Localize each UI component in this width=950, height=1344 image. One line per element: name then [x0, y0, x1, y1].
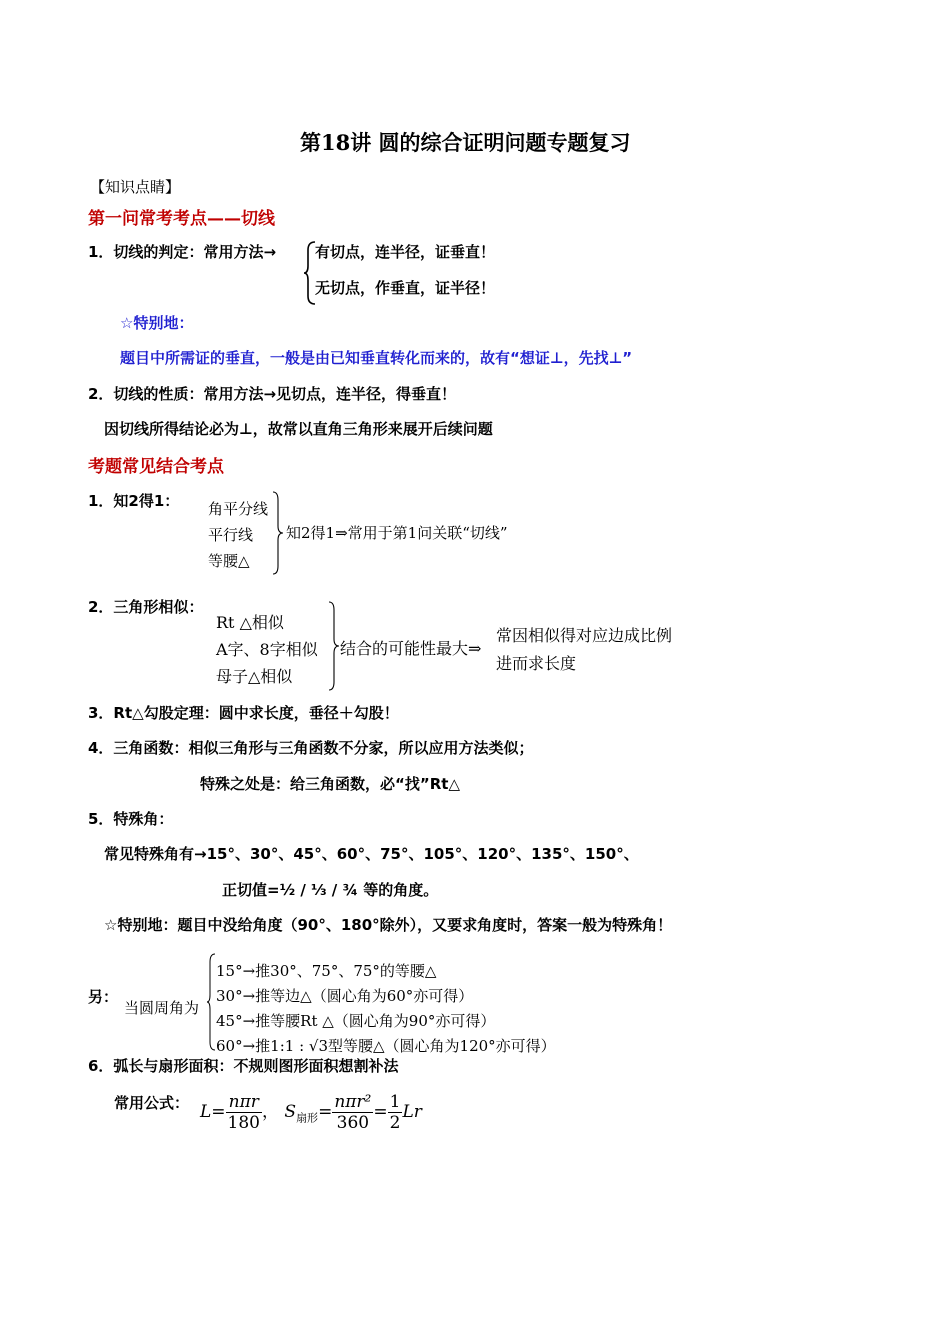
inscribed-item: 30°→推等边△（圆心角为60°亦可得）	[216, 987, 474, 1005]
k2-label: 2．三角形相似：	[88, 598, 204, 616]
arrow-icon: →	[263, 243, 277, 261]
formula-S: S	[284, 1102, 297, 1122]
k1-result: 知2得1⇒常用于第1问关联“切线”	[286, 524, 508, 542]
k6: 6．弧长与扇形面积：不规则图形面积想割补法	[88, 1057, 399, 1075]
tangent-property-note: 因切线所得结论必为⊥，故常以直角三角形来展开后续问题	[104, 420, 493, 438]
formula-equals: =	[373, 1102, 388, 1122]
formula-tail: Lr	[402, 1102, 422, 1122]
k2-item: Rt △相似	[216, 613, 284, 632]
k5-line2: 正切值=½ / ⅓ / ¾ 等的角度。	[222, 881, 439, 899]
k1-item: 等腰△	[208, 552, 250, 570]
tangent-property	[88, 383, 456, 404]
formula-equals: =	[211, 1102, 226, 1122]
part2-heading: 考题常见结合考点	[88, 457, 224, 477]
tangent-method-b: 无切点，作垂直，证半径！	[315, 279, 496, 297]
sector-area-fraction	[332, 1092, 373, 1133]
arc-length-fraction	[226, 1092, 262, 1133]
fraction-numerator: nπr	[226, 1092, 262, 1113]
k4-sub: 特殊之处是：给三角函数，必“找”Rt△	[200, 775, 460, 793]
k1-item: 角平分线	[208, 500, 269, 518]
half-fraction	[388, 1092, 403, 1133]
tangent-property-method: 见切点，连半径，得垂直！	[276, 385, 457, 403]
right-brace-icon	[272, 490, 284, 576]
left-brace-icon	[206, 952, 216, 1052]
tangent-judgment-text: 1．切线的判定：常用方法	[88, 243, 264, 261]
formula-S-subscript: 扇形	[296, 1111, 319, 1125]
formula-equals: =	[318, 1102, 333, 1122]
k5-label: 5．特殊角：	[88, 810, 174, 828]
k2-result-b: 进而求长度	[496, 654, 577, 673]
page-title: 第18讲 圆的综合证明问题专题复习	[300, 130, 631, 155]
special-text: 题目中所需证的垂直，一般是由已知垂直转化而来的，故有“想证⊥，先找⊥”	[120, 349, 633, 367]
k5-special: ☆特别地：题目中没给角度（90°、180°除外），又要求角度时，答案一般为特殊角！	[104, 916, 673, 934]
tangent-judgment-label	[88, 241, 276, 262]
inscribed-item: 45°→推等腰Rt △（圆心角为90°亦可得）	[216, 1012, 496, 1030]
fraction-numerator: nπr²	[334, 1092, 372, 1112]
k2-item: 母子△相似	[216, 667, 293, 686]
arrow-icon: →	[194, 845, 207, 863]
inscribed-item: 60°→推1:1 : √3型等腰△（圆心角为120°亦可得）	[216, 1037, 556, 1055]
k5-line1-label: 常见特殊角有	[104, 845, 195, 863]
arrow-icon: →	[263, 385, 277, 403]
inscribed-item: 15°→推30°、75°、75°的等腰△	[216, 962, 437, 980]
section-label: 【知识点睛】	[90, 178, 181, 196]
right-brace-icon	[328, 600, 340, 692]
formula-label: 常用公式：	[114, 1094, 190, 1112]
formula	[200, 1092, 422, 1133]
k5-line1	[104, 843, 639, 864]
fraction-numerator: 1	[389, 1092, 401, 1112]
k3: 3．Rt△勾股定理：圆中求长度，垂径＋勾股！	[88, 704, 399, 722]
special-label: ☆特别地：	[120, 314, 194, 332]
tangent-method-a: 有切点，连半径，证垂直！	[315, 243, 496, 261]
k4: 4．三角函数：相似三角形与三角函数不分家，所以应用方法类似；	[88, 739, 534, 757]
k1-item: 平行线	[208, 526, 254, 544]
k2-item: A字、8字相似	[216, 640, 318, 659]
fraction-denominator: 360	[336, 1113, 370, 1133]
fraction-denominator: 2	[389, 1113, 401, 1133]
k1-label: 1．知2得1：	[88, 492, 180, 510]
formula-L: L	[200, 1102, 212, 1122]
another-label: 另：	[88, 988, 119, 1006]
formula-comma: ，	[262, 1102, 279, 1122]
part1-heading: 第一问常考考点——切线	[88, 209, 275, 229]
k2-result-a: 常因相似得对应边成比例	[496, 626, 673, 645]
inscribed-label: 当圆周角为	[124, 999, 200, 1017]
k2-mid: 结合的可能性最大⇒	[340, 639, 482, 658]
fraction-denominator: 180	[227, 1113, 260, 1133]
tangent-property-label: 2．切线的性质：常用方法	[88, 385, 264, 403]
k5-angle-list: 15°、30°、45°、60°、75°、105°、120°、135°、150°、	[206, 845, 639, 863]
